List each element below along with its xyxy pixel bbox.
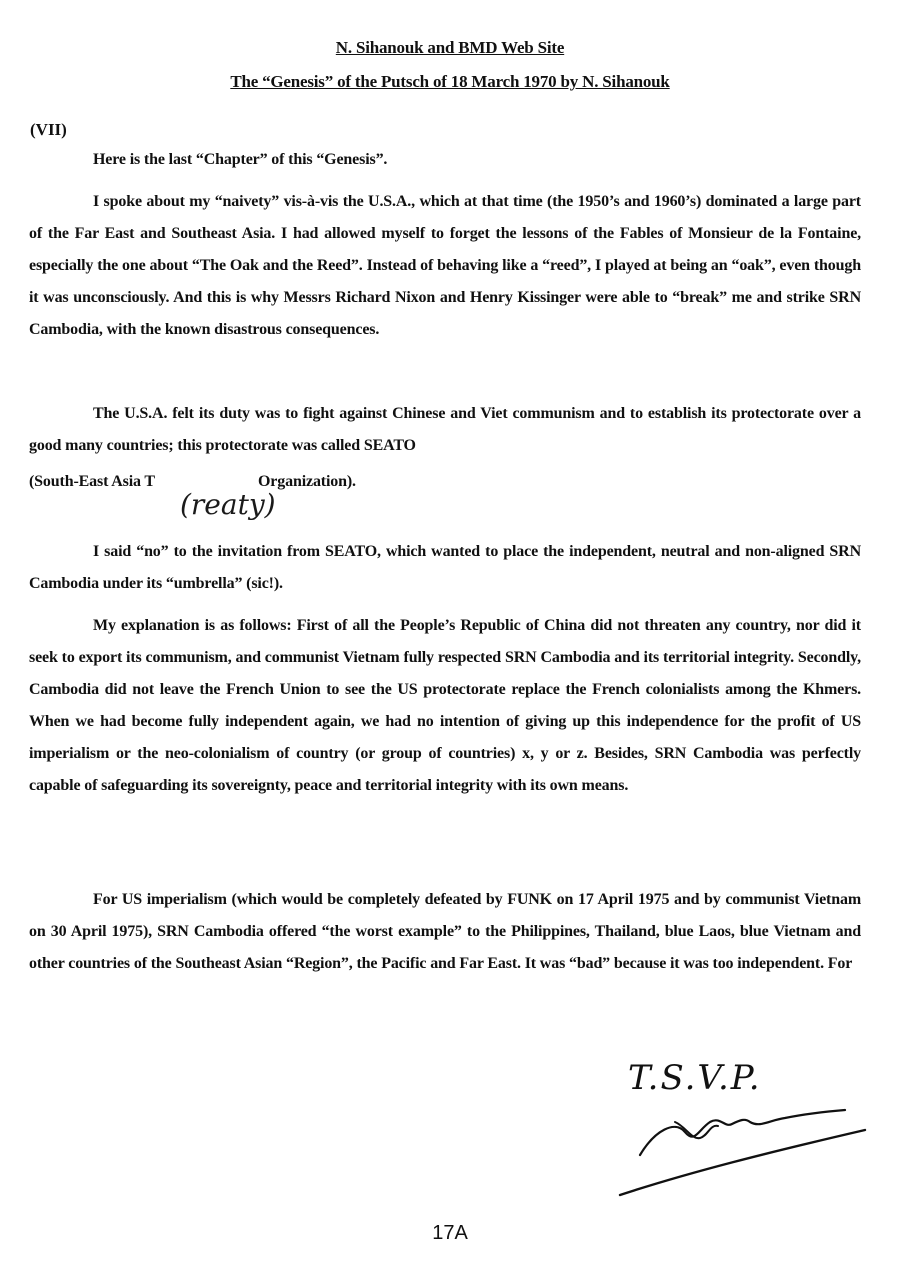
header-document-title: The “Genesis” of the Putsch of 18 March 1970 by N. Sihanouk [230,72,670,91]
paragraph-naivety: I spoke about my “naivety” vis-à-vis the U.S.A., which at that time (the 1950’s and 1960’s) dominated a large part of the Far East and Southeast Asia. I had allowed myself to forget the lessons of the Fables of Monsieur de la Fontaine, especially the one about “The Oak and the Reed”. Instead of behaving like a “reed”, I played at being an “oak”, even though it was unconsciously. And this is why Messrs Richard Nixon and Henry Kissinger were able to “break” me and strike SRN Cambodia, with the known disastrous consequences. [29,193,861,338]
paragraph-said-no: I said “no” to the invitation from SEATO, which wanted to place the independent, neutral and non-aligned SRN Cambodia under its “umbrella” (sic!). [29,543,861,592]
page-number: 17A [432,1222,468,1244]
signature-icon [600,1060,880,1210]
paragraph-intro: Here is the last “Chapter” of this “Genesis”. [93,151,388,168]
paragraph-us-imperialism: For US imperialism (which would be completely defeated by FUNK on 17 April 1975 and by communist Vietnam on 30 April 1975), SRN Cambodia offered “the worst example” to the Philippines, Thailand, blue Laos, blue Vietnam and other countries of the Southeast Asian “Region”, the Pacific and Far East. It was “bad” because it was too independent. For [29,891,861,972]
paragraph-seato-organization: Organization). [258,473,356,490]
paragraph-seato: The U.S.A. felt its duty was to fight against Chinese and Viet communism and to establish its protectorate over a good many countries; this protectorate was called SEATO [29,405,861,454]
paragraph-explanation: My explanation is as follows: First of all the People’s Republic of China did not threaten any country, nor did it seek to export its communism, and communist Vietnam fully respected SRN Cambodia and its territorial integrity. Secondly, Cambodia did not leave the French Union to see the US protectorate replace the French colonialists among the Khmers. When we had become fully independent again, we had no intention of giving up this independence for the profit of US imperialism or the neo-colonialism of country (or group of countries) x, y or z. Besides, SRN Cambodia was perfectly capable of safeguarding its sovereignty, peace and territorial integrity with its own means. [29,617,861,794]
paragraph-seato-abbrev: (South-East Asia T [29,473,155,490]
handwritten-insert-reaty: (reaty) [180,488,276,521]
handwritten-initials: T.S.V.P. [628,1058,762,1098]
header-site-title: N. Sihanouk and BMD Web Site [335,38,565,57]
section-label: (VII) [30,120,67,139]
